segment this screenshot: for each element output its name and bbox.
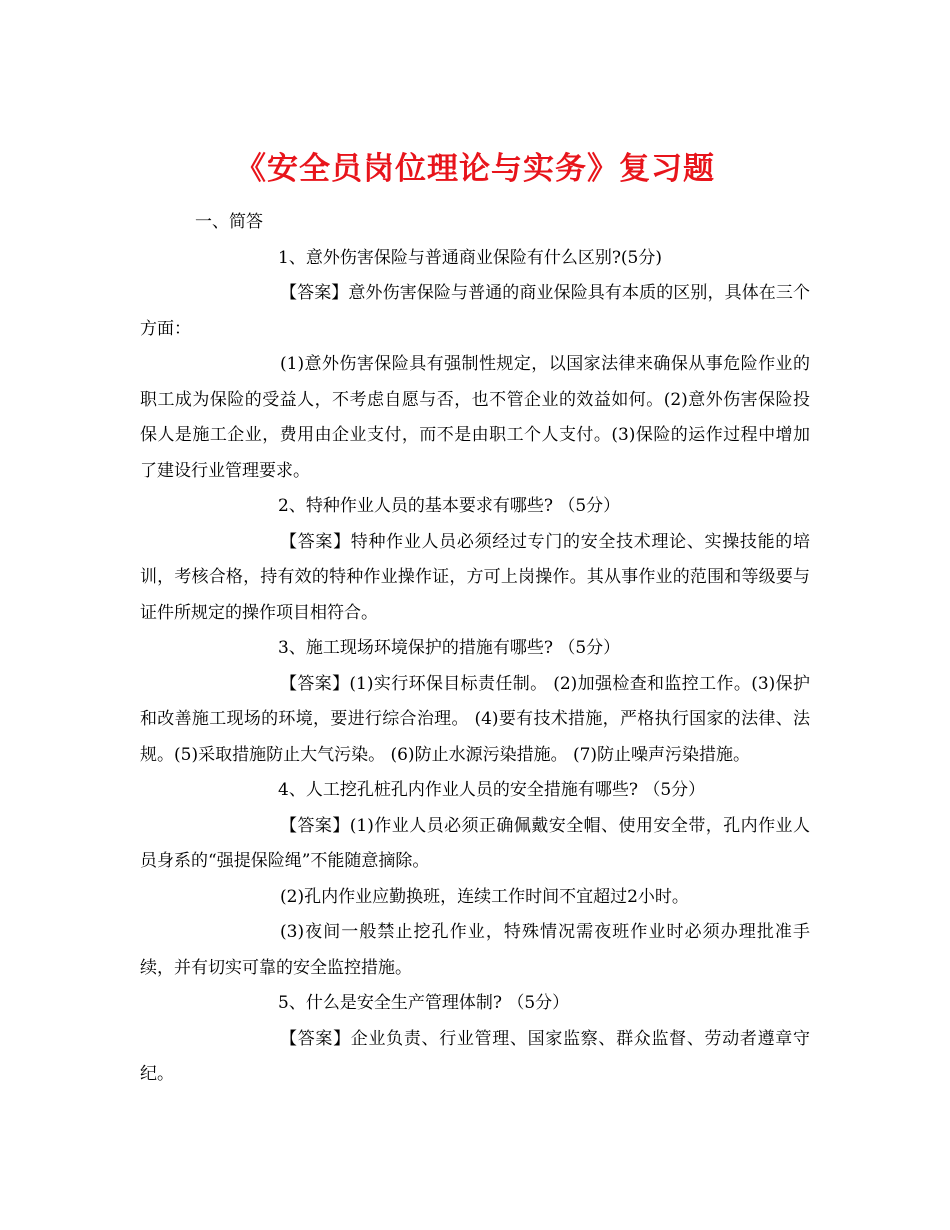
question-5: 5、什么是安全生产管理体制? （5分） — [278, 993, 570, 1013]
question-4: 4、人工挖孔桩孔内作业人员的安全措施有哪些? （5分） — [278, 780, 706, 800]
document-title: 《安全员岗位理论与实务》复习题 — [235, 150, 715, 187]
answer-4-point-3: (3)夜间一般禁止挖孔作业，特殊情况需夜班作业时必须办理批准手续，并有切实可靠的安全监控措施。 — [140, 922, 810, 978]
answer-1-points: (1)意外伤害保险具有强制性规定，以国家法律来确保从事危险作业的职工成为保险的受益人，不考虑自愿与否，也不管企业的效益如何。(2)意外伤害保险投保人是施工企业，费用由企业支付，而不是由职工个人支付。(3)保险的运作过程中增加了建设行业管理要求。 — [140, 354, 810, 481]
answer-3: 【答案】(1)实行环保目标责任制。 (2)加强检查和监控工作。(3)保护和改善施工现场的环境，要进行综合治理。 (4)要有技术措施，严格执行国家的法律、法规。(5)采取措施防止大气污染。 (6)防止水源污染措施。 (7)防止噪声污染措施。 — [140, 673, 810, 765]
answer-4-point-2: (2)孔内作业应勤换班，连续工作时间不宜超过2小时。 — [280, 886, 689, 907]
answer-1: 【答案】意外伤害保险与普通的商业保险具有本质的区别，具体在三个方面： — [140, 283, 810, 339]
answer-5: 【答案】企业负责、行业管理、国家监察、群众监督、劳动者遵章守纪。 — [140, 1028, 810, 1084]
document-body — [140, 205, 810, 1093]
answer-2: 【答案】特种作业人员必须经过专门的安全技术理论、实操技能的培训，考核合格，持有效的特种作业操作证，方可上岗操作。其从事作业的范围和等级要与证件所规定的操作项目相符合。 — [140, 531, 810, 623]
question-3: 3、施工现场环境保护的措施有哪些? （5分） — [278, 638, 621, 658]
question-2: 2、特种作业人员的基本要求有哪些? （5分） — [278, 496, 621, 516]
question-1: 1、意外伤害保险与普通商业保险有什么区别?(5分) — [278, 247, 663, 268]
section-heading: 一、简答 — [195, 212, 263, 232]
answer-4: 【答案】(1)作业人员必须正确佩戴安全帽、使用安全带，孔内作业人员身系的“强提保险绳”不能随意摘除。 — [140, 815, 810, 871]
